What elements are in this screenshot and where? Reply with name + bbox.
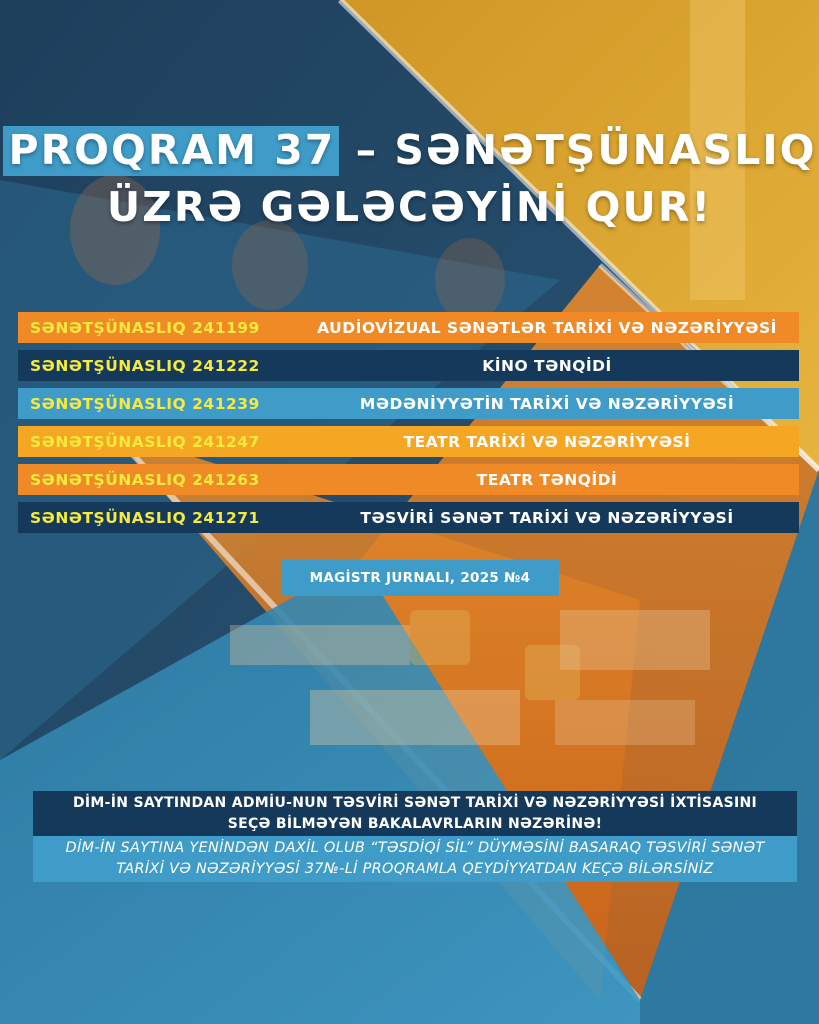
- program-code: SƏNƏTŞÜNASLIQ 241222: [30, 356, 260, 375]
- program-name: MƏDƏNİYYƏTİN TARİXİ VƏ NƏZƏRİYYƏSİ: [359, 394, 735, 413]
- program-name: KİNO TƏNQİDİ: [482, 356, 612, 375]
- notice-heading-line-1: DİM-İN SAYTINDAN ADMİU-NUN TƏSVİRİ SƏNƏT TARİXİ VƏ NƏZƏRİYYƏSİ İXTİSASINI: [72, 795, 757, 811]
- headline-line-1: [0, 122, 819, 179]
- notice-heading: [33, 791, 797, 836]
- notice-box: [33, 791, 797, 882]
- program-list: [18, 312, 799, 540]
- program-name: TEATR TƏNQİDİ: [476, 470, 618, 489]
- headline: [0, 122, 819, 236]
- program-name: AUDİOVİZUAL SƏNƏTLƏR TARİXİ VƏ NƏZƏRİYYƏSİ: [317, 318, 777, 337]
- program-row: [18, 388, 799, 419]
- program-code: SƏNƏTŞÜNASLIQ 241199: [30, 318, 260, 337]
- journal-badge: MAGİSTR JURNALI, 2025 №4: [281, 560, 559, 596]
- program-row: [18, 312, 799, 343]
- program-row: [18, 350, 799, 381]
- program-name: TEATR TARİXİ VƏ NƏZƏRİYYƏSİ: [403, 432, 691, 451]
- program-row: [18, 502, 799, 533]
- program-code: SƏNƏTŞÜNASLIQ 241271: [30, 508, 260, 527]
- notice-body: [33, 836, 797, 882]
- headline-line-1-rest: – SƏNƏTŞÜNASLIQ: [339, 126, 817, 174]
- headline-line-2: ÜZRƏ GƏLƏCƏYİNİ QUR!: [106, 183, 713, 231]
- program-code: SƏNƏTŞÜNASLIQ 241263: [30, 470, 260, 489]
- program-row: [18, 426, 799, 457]
- program-name: TƏSVİRİ SƏNƏT TARİXİ VƏ NƏZƏRİYYƏSİ: [360, 508, 734, 527]
- notice-body-line-1: DİM-İN SAYTINA YENİNDƏN DAXİL OLUB “TƏSDİQİ SİL” DÜYMƏSİNİ BASARAQ TƏSVİRİ SƏNƏT: [65, 840, 765, 856]
- program-code: SƏNƏTŞÜNASLIQ 241247: [30, 432, 260, 451]
- program-row: [18, 464, 799, 495]
- notice-body-line-2: TARİXİ VƏ NƏZƏRİYYƏSİ 37№-Lİ PROQRAMLA QEYDİYYATDAN KEÇƏ BİLƏRSİNİZ: [116, 861, 714, 877]
- program-code: SƏNƏTŞÜNASLIQ 241239: [30, 394, 260, 413]
- program-number-highlight: PROQRAM 37: [3, 126, 340, 176]
- notice-heading-line-2: SEÇƏ BİLMƏYƏN BAKALAVRLARIN NƏZƏRİNƏ!: [227, 816, 603, 832]
